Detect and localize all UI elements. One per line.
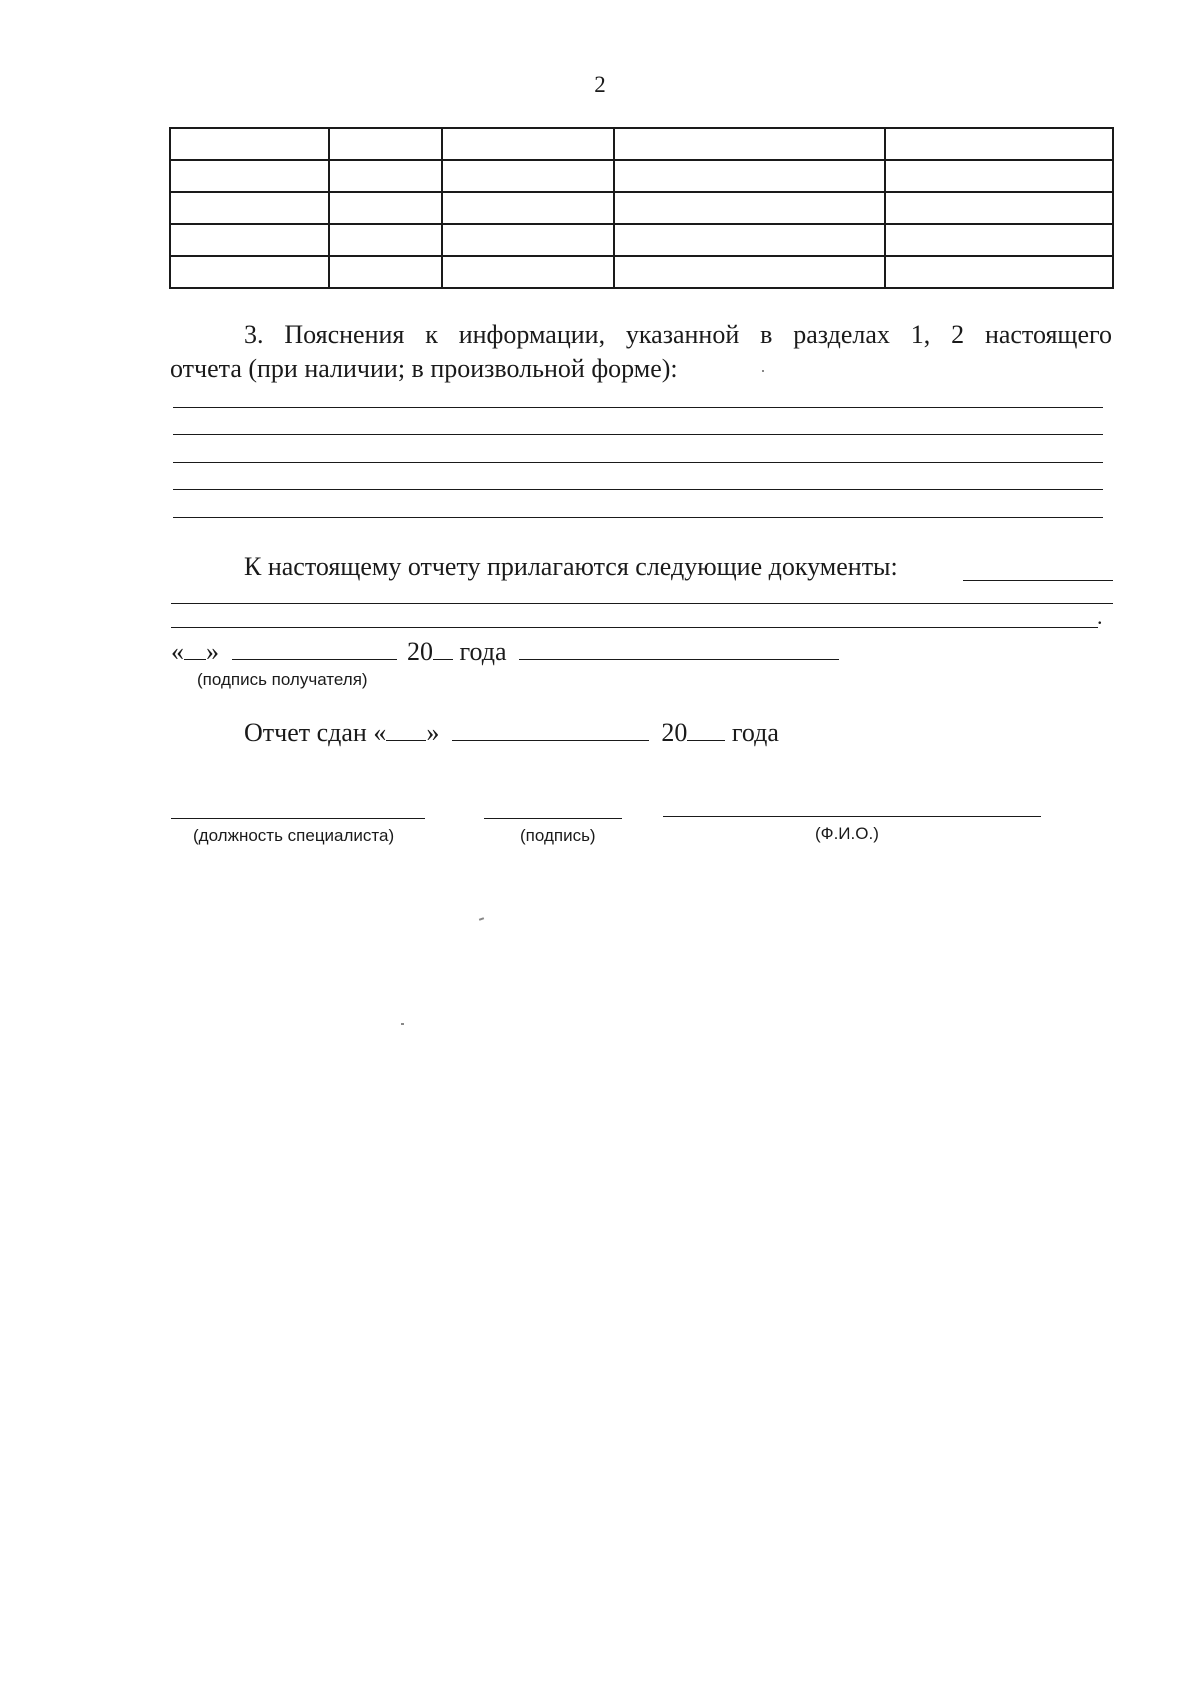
explanation-line-5[interactable] [173, 517, 1103, 518]
open-quote: « [171, 637, 184, 666]
table-cell[interactable] [614, 224, 885, 256]
table-row [170, 128, 1113, 160]
table-cell[interactable] [885, 160, 1113, 192]
submitted-month-field[interactable] [452, 718, 649, 741]
position-line[interactable] [171, 818, 425, 819]
attachments-text: К настоящему отчету прилагаются следующие документы: [244, 552, 898, 581]
table-cell[interactable] [614, 192, 885, 224]
table-cell[interactable] [885, 192, 1113, 224]
table-cell[interactable] [329, 128, 442, 160]
table-cell[interactable] [329, 256, 442, 288]
explanation-line-1[interactable] [173, 407, 1103, 408]
table-cell[interactable] [170, 160, 329, 192]
attachments-line-1[interactable] [171, 603, 1113, 604]
report-table [169, 127, 1114, 289]
table-cell[interactable] [442, 256, 614, 288]
table-cell[interactable] [885, 256, 1113, 288]
day-field[interactable] [184, 637, 206, 660]
submitted-label: Отчет сдан « [244, 718, 387, 747]
table-cell[interactable] [442, 224, 614, 256]
table-cell[interactable] [614, 256, 885, 288]
table-cell[interactable] [442, 128, 614, 160]
scan-speck [762, 370, 764, 372]
attachments-line-0[interactable] [963, 580, 1113, 581]
section-3-line-1: 3. Пояснения к информации, указанной в разделах 1, 2 настоящего [244, 320, 1112, 349]
table-cell[interactable] [170, 128, 329, 160]
scan-speck [401, 1023, 404, 1025]
submitted-date-row [244, 718, 779, 748]
table-cell[interactable] [329, 224, 442, 256]
submitted-year-word: года [731, 718, 779, 747]
table-cell[interactable] [614, 128, 885, 160]
position-caption: (должность специалиста) [193, 826, 395, 845]
recipient-signature-field[interactable] [519, 637, 839, 660]
submitted-year-field[interactable] [687, 718, 725, 741]
submitted-day-field[interactable] [386, 718, 426, 741]
year-prefix: 20 [407, 637, 433, 666]
scan-speck [479, 917, 484, 921]
table-cell[interactable] [170, 192, 329, 224]
month-field[interactable] [232, 637, 397, 660]
table-cell[interactable] [170, 256, 329, 288]
table-cell[interactable] [614, 160, 885, 192]
explanation-line-4[interactable] [173, 489, 1103, 490]
table-row [170, 192, 1113, 224]
explanation-line-2[interactable] [173, 434, 1103, 435]
submitted-close-quote: » [426, 718, 440, 747]
table-cell[interactable] [170, 224, 329, 256]
name-caption: (Ф.И.О.) [815, 824, 879, 843]
submitted-year-prefix: 20 [661, 718, 688, 747]
close-quote: » [206, 637, 219, 666]
table-cell[interactable] [442, 160, 614, 192]
name-line[interactable] [663, 816, 1041, 817]
table-row [170, 224, 1113, 256]
section-3-explanation [170, 318, 1112, 386]
year-field[interactable] [433, 637, 453, 660]
attachments-end-mark: . [1097, 604, 1103, 629]
attachments-line-2[interactable] [171, 627, 1098, 628]
signature-caption: (подпись) [520, 826, 596, 845]
recipient-signature-caption: (подпись получателя) [197, 670, 368, 689]
section-3-line-2: отчета (при наличии; в произвольной форме): [170, 354, 678, 383]
explanation-line-3[interactable] [173, 462, 1103, 463]
table-cell[interactable] [885, 224, 1113, 256]
page-number: 2 [594, 72, 606, 97]
year-word: года [459, 637, 507, 666]
table-row [170, 160, 1113, 192]
table-cell[interactable] [442, 192, 614, 224]
table-cell[interactable] [329, 192, 442, 224]
signature-line[interactable] [484, 818, 622, 819]
table-cell[interactable] [329, 160, 442, 192]
table-row [170, 256, 1113, 288]
recipient-date-row [171, 637, 839, 667]
table-cell[interactable] [885, 128, 1113, 160]
